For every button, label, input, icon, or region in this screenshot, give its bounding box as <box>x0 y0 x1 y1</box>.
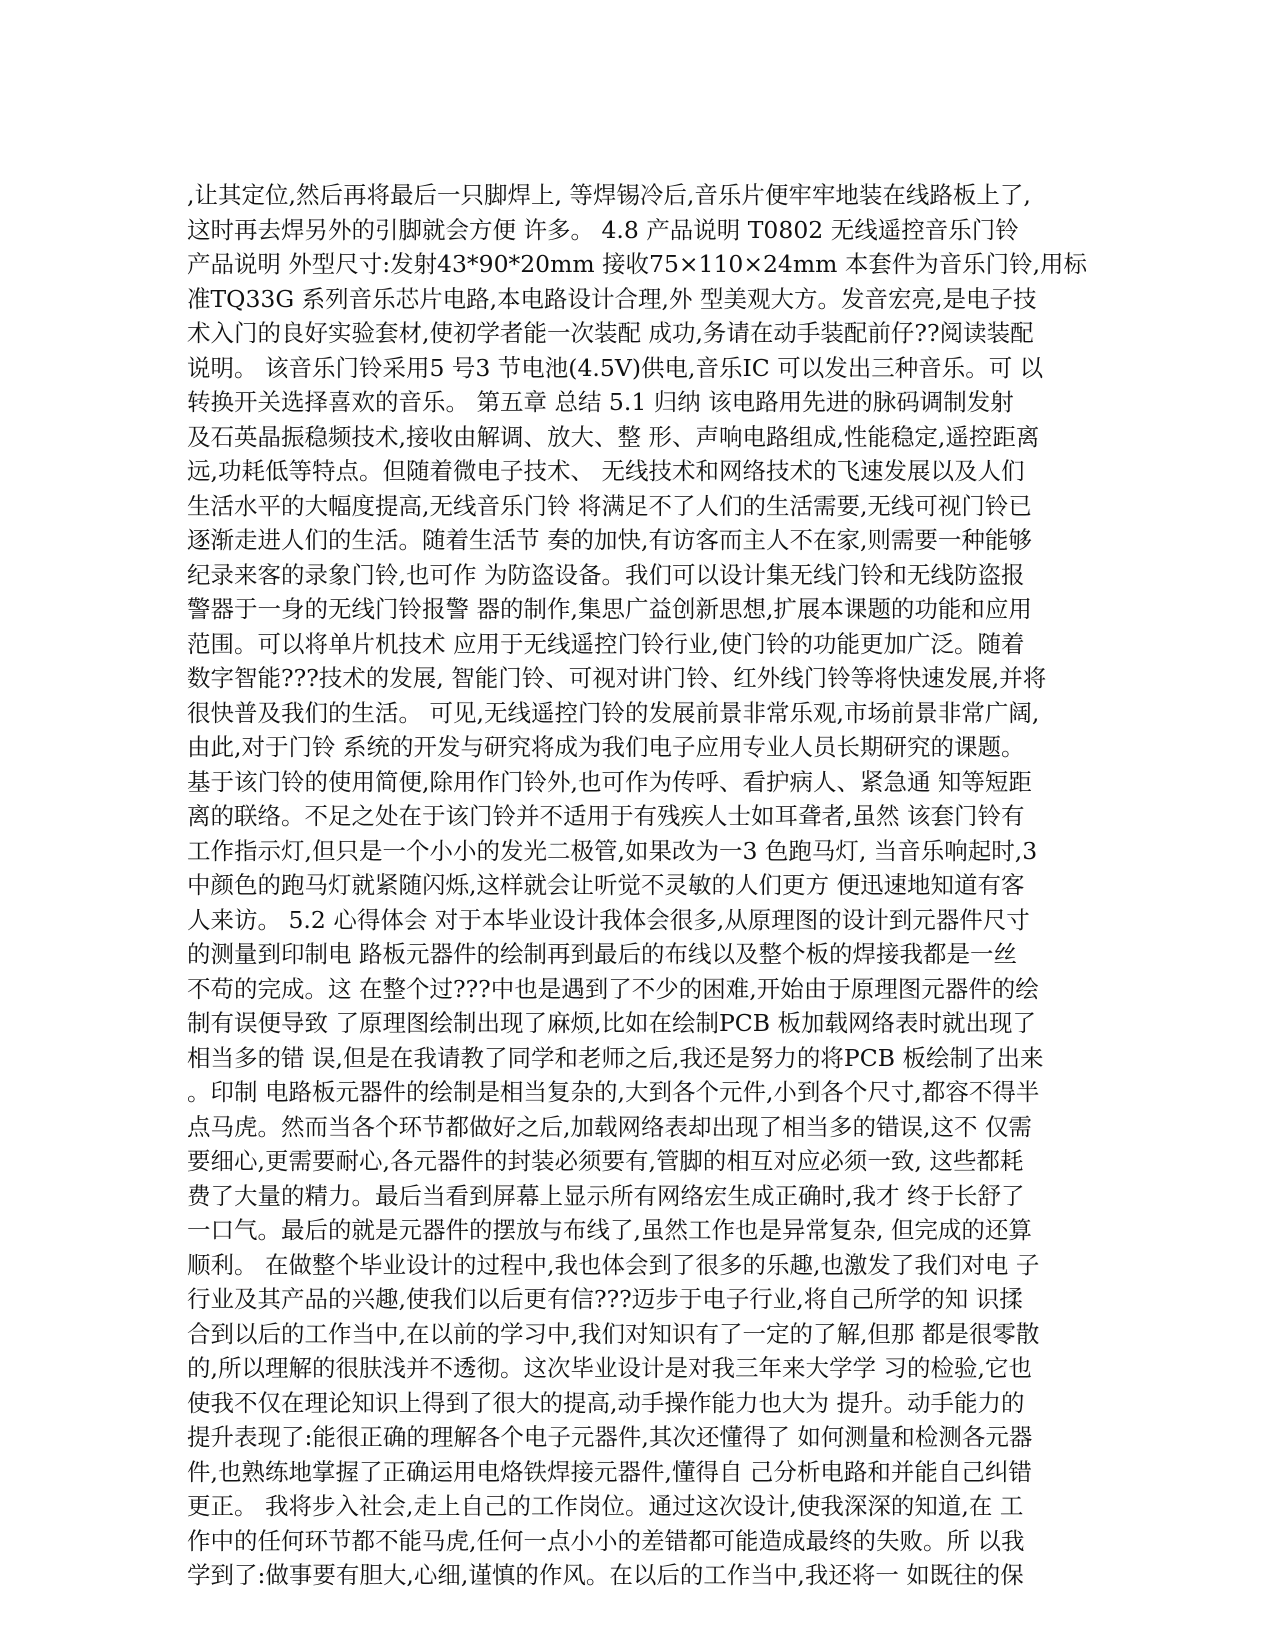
text-line: 顺利。 在做整个毕业设计的过程中,我也体会到了很多的乐趣,也激发了我们对电 子 <box>187 1250 1040 1279</box>
text-line: 合到以后的工作当中,在以前的学习中,我们对知识有了一定的了解,但那 都是很零散 <box>187 1319 1040 1348</box>
text-line: 提升表现了:能很正确的理解各个电子元器件,其次还懂得了 如何测量和检测各元器 <box>187 1423 1033 1451</box>
text-line: 工作指示灯,但只是一个小小的发光二极管,如果改为一3 色跑马灯, 当音乐响起时,3 <box>187 836 1038 865</box>
text-line: 产品说明 外型尺寸:发射43*90*20mm 接收75×110×24mm 本套件为音乐门铃,用标 <box>187 250 1087 278</box>
text-line: 制有误便导致 了原理图绘制出现了麻烦,比如在绘制PCB 板加载网络表时就出现了 <box>187 1009 1036 1037</box>
text-line: 。印制 电路板元器件的绘制是相当复杂的,大到各个元件,小到各个尺寸,都容不得半 <box>187 1078 1040 1106</box>
text-line: 学到了:做事要有胆大,心细,谨慎的作风。在以后的工作当中,我还将一 如既往的保 <box>187 1561 1024 1589</box>
text-line: 远,功耗低等特点。但随着微电子技术、 无线技术和网络技术的飞速发展以及人们 <box>187 457 1025 485</box>
text-line: 基于该门铃的使用简便,除用作门铃外,也可作为传呼、看护病人、紧急通 知等短距 <box>187 767 1032 796</box>
text-line: 警器于一身的无线门铃报警 器的制作,集思广益创新思想,扩展本课题的功能和应用 <box>187 595 1032 623</box>
text-line: 逐渐走进人们的生活。随着生活节 奏的加快,有访客而主人不在家,则需要一种能够 <box>187 526 1032 554</box>
text-line: 要细心,更需要耐心,各元器件的封装必须要有,管脚的相互对应必须一致, 这些都耗 <box>187 1147 1024 1175</box>
text-line: 说明。 该音乐门铃采用5 号3 节电池(4.5V)供电,音乐IC 可以发出三种音乐。可 以 <box>187 353 1044 382</box>
body-text <box>187 178 1087 1593</box>
text-line: 相当多的错 误,但是在我请教了同学和老师之后,我还是努力的将PCB 板绘制了出来 <box>187 1043 1044 1072</box>
text-line: 点马虎。然而当各个环节都做好之后,加载网络表却出现了相当多的错误,这不 仅需 <box>187 1112 1032 1141</box>
text-line: 术入门的良好实验套材,使初学者能一次装配 成功,务请在动手装配前仔??阅读装配 <box>187 319 1034 347</box>
text-line: 使我不仅在理论知识上得到了很大的提高,动手操作能力也大为 提升。动手能力的 <box>187 1388 1025 1417</box>
text-line: 人来访。 5.2 心得体会 对于本毕业设计我体会很多,从原理图的设计到元器件尺寸 <box>187 905 1030 934</box>
text-line: 生活水平的大幅度提高,无线音乐门铃 将满足不了人们的生活需要,无线可视门铃已 <box>187 491 1032 520</box>
text-line: 行业及其产品的兴趣,使我们以后更有信???迈步于电子行业,将自己所学的知 识揉 <box>187 1285 1023 1313</box>
text-line: 的测量到印制电 路板元器件的绘制再到最后的布线以及整个板的焊接我都是一丝 <box>187 940 1017 968</box>
text-line: 转换开关选择喜欢的音乐。 第五章 总结 5.1 归纳 该电路用先进的脉码调制发射 <box>187 388 1014 416</box>
text-line: 作中的任何环节都不能马虎,任何一点小小的差错都可能造成最终的失败。所 以我 <box>187 1526 1025 1555</box>
text-line: 由此,对于门铃 系统的开发与研究将成为我们电子应用专业人员长期研究的课题。 <box>187 733 1025 761</box>
text-line: 更正。 我将步入社会,走上自己的工作岗位。通过这次设计,使我深深的知道,在 工 <box>187 1492 1024 1520</box>
text-line: 数字智能???技术的发展, 智能门铃、可视对讲门铃、红外线门铃等将快速发展,并将 <box>187 664 1047 692</box>
text-line: 准TQ33G 系列音乐芯片电路,本电路设计合理,外 型美观大方。发音宏亮,是电子技 <box>187 284 1037 313</box>
text-line: 费了大量的精力。最后当看到屏幕上显示所有网络宏生成正确时,我才 终于长舒了 <box>187 1181 1025 1210</box>
text-line: 离的联络。不足之处在于该门铃并不适用于有残疾人士如耳聋者,虽然 该套门铃有 <box>187 802 1025 830</box>
text-line: 不苟的完成。这 在整个过???中也是遇到了不少的困难,开始由于原理图元器件的绘 <box>187 974 1039 1003</box>
text-line: 中颜色的跑马灯就紧随闪烁,这样就会让听觉不灵敏的人们更方 便迅速地知道有客 <box>187 871 1025 899</box>
text-line: 很快普及我们的生活。 可见,无线遥控门铃的发展前景非常乐观,市场前景非常广阔, <box>187 698 1040 727</box>
text-line: 件,也熟练地掌握了正确运用电烙铁焊接元器件,懂得自 己分析电路和并能自己纠错 <box>187 1457 1032 1486</box>
text-line: 及石英晶振稳频技术,接收由解调、放大、整 形、声响电路组成,性能稳定,遥控距离 <box>187 422 1040 451</box>
text-line: 范围。可以将单片机技术 应用于无线遥控门铃行业,使门铃的功能更加广泛。随着 <box>187 629 1025 658</box>
text-line: 纪录来客的录象门铃,也可作 为防盗设备。我们可以设计集无线门铃和无线防盗报 <box>187 560 1025 589</box>
text-line: 的,所以理解的很肤浅并不透彻。这次毕业设计是对我三年来大学学 习的检验,它也 <box>187 1354 1032 1382</box>
text-line: ,让其定位,然后再将最后一只脚焊上, 等焊锡冷后,音乐片便牢牢地装在线路板上了, <box>187 181 1031 209</box>
text-line: 一口气。最后的就是元器件的摆放与布线了,虽然工作也是异常复杂, 但完成的还算 <box>187 1216 1032 1244</box>
text-line: 这时再去焊另外的引脚就会方便 许多。 4.8 产品说明 T0802 无线遥控音乐门铃 <box>187 215 1019 244</box>
